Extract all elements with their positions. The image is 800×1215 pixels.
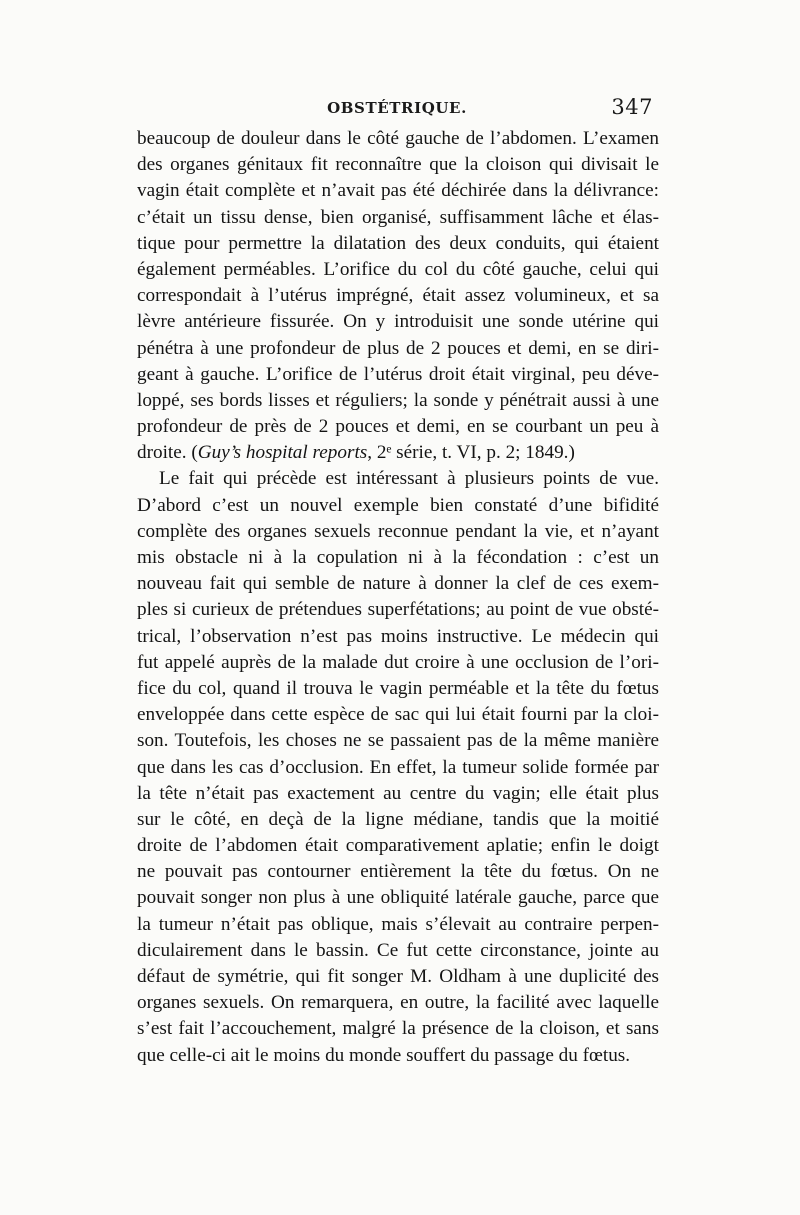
text-line: correspondait à l’utérus imprégné, était assez volumineux, et sa [137, 285, 659, 307]
citation-line [137, 440, 659, 466]
text-line: fice du col, quand il trouva le vagin perméable et la tête du fœtus [137, 677, 659, 699]
text-line: organes sexuels. On remarquera, en outre, la facilité avec laquelle [137, 992, 659, 1014]
text-line: Le fait qui précède est intéressant à plusieurs points de vue. [159, 468, 659, 490]
text-line: sur le côté, en deçà de la ligne médiane, tandis que la moitié [137, 808, 659, 830]
citation-details: , 2ᵉ série, t. VI, p. 2; 1849.) [367, 442, 575, 464]
text-line: complète des organes sexuels reconnue pendant la vie, et n’ayant [137, 520, 659, 542]
text-line: nouveau fait qui semble de nature à donner la clef de ces exem- [137, 573, 659, 595]
text-line: lèvre antérieure fissurée. On y introduisit une sonde utérine qui [137, 311, 659, 333]
text-line: fut appelé auprès de la malade dut croire à une occlusion de l’ori- [137, 651, 659, 673]
text-line: la tumeur n’était pas oblique, mais s’élevait au contraire perpen- [137, 913, 659, 935]
text-line: la tête n’était pas exactement au centre du vagin; elle était plus [137, 782, 659, 804]
citation-journal: Guy’s hospital reports [197, 442, 368, 464]
text-line: s’est fait l’accouchement, malgré la présence de la cloison, et sans [137, 1018, 659, 1040]
text-line: mis obstacle ni à la copulation ni à la fécondation : c’est un [137, 547, 659, 568]
text-line: des organes génitaux fit reconnaître que la cloison qui divisait le [137, 154, 659, 176]
text-line: enveloppée dans cette espèce de sac qui lui était fourni par la cloi- [137, 704, 659, 726]
text-line: D’abord c’est un nouvel exemple bien constaté d’une bifidité [137, 494, 659, 516]
text-line: profondeur de près de 2 pouces et demi, en se courbant un peu à [137, 416, 659, 438]
text-line: c’était un tissu dense, bien organisé, suffisamment lâche et élas- [137, 206, 659, 228]
text-line: pénétra à une profondeur de plus de 2 pouces et demi, en se diri- [137, 337, 659, 359]
text-line: vagin était complète et n’avait pas été déchirée dans la délivrance: [137, 180, 659, 202]
text-line: trical, l’observation n’est pas moins instructive. Le médecin qui [137, 625, 659, 647]
text-line: que dans les cas d’occlusion. En effet, la tumeur solide formée par [137, 756, 659, 778]
page-header [137, 95, 657, 127]
citation-prefix: droite. ( [137, 442, 198, 464]
running-title: OBSTÉTRIQUE. [327, 99, 467, 117]
text-line: ples si curieux de prétendues superfétations; au point de vue obsté- [137, 599, 659, 621]
text-line: diculairement dans le bassin. Ce fut cette circonstance, jointe au [137, 939, 659, 961]
text-line: défaut de symétrie, qui fit songer M. Oldham à une duplicité des [137, 966, 659, 987]
paragraph-1 [137, 126, 659, 466]
text-line: son. Toutefois, les choses ne se passaient pas de la même manière [137, 730, 659, 752]
text-line: tique pour permettre la dilatation des deux conduits, qui étaient [137, 232, 659, 254]
text-line: ne pouvait pas contourner entièrement la tête du fœtus. On ne [137, 861, 659, 883]
page-number: 347 [611, 95, 653, 119]
text-line: pouvait songer non plus à une obliquité latérale gauche, parce que [137, 887, 659, 909]
text-line: loppé, ses bords lisses et réguliers; la sonde y pénétrait aussi à une [137, 389, 659, 411]
text-line: également perméables. L’orifice du col du côté gauche, celui qui [137, 258, 659, 280]
text-line: geant à gauche. L’orifice de l’utérus droit était virginal, peu déve- [137, 363, 659, 385]
text-line: beaucoup de douleur dans le côté gauche de l’abdomen. L’examen [137, 128, 659, 149]
paragraph-2 [137, 466, 659, 1068]
text-line: droite de l’abdomen était comparativement aplatie; enfin le doigt [137, 835, 659, 857]
text-line: que celle-ci ait le moins du monde souffert du passage du fœtus. [137, 1044, 631, 1066]
body-text [137, 126, 659, 1069]
